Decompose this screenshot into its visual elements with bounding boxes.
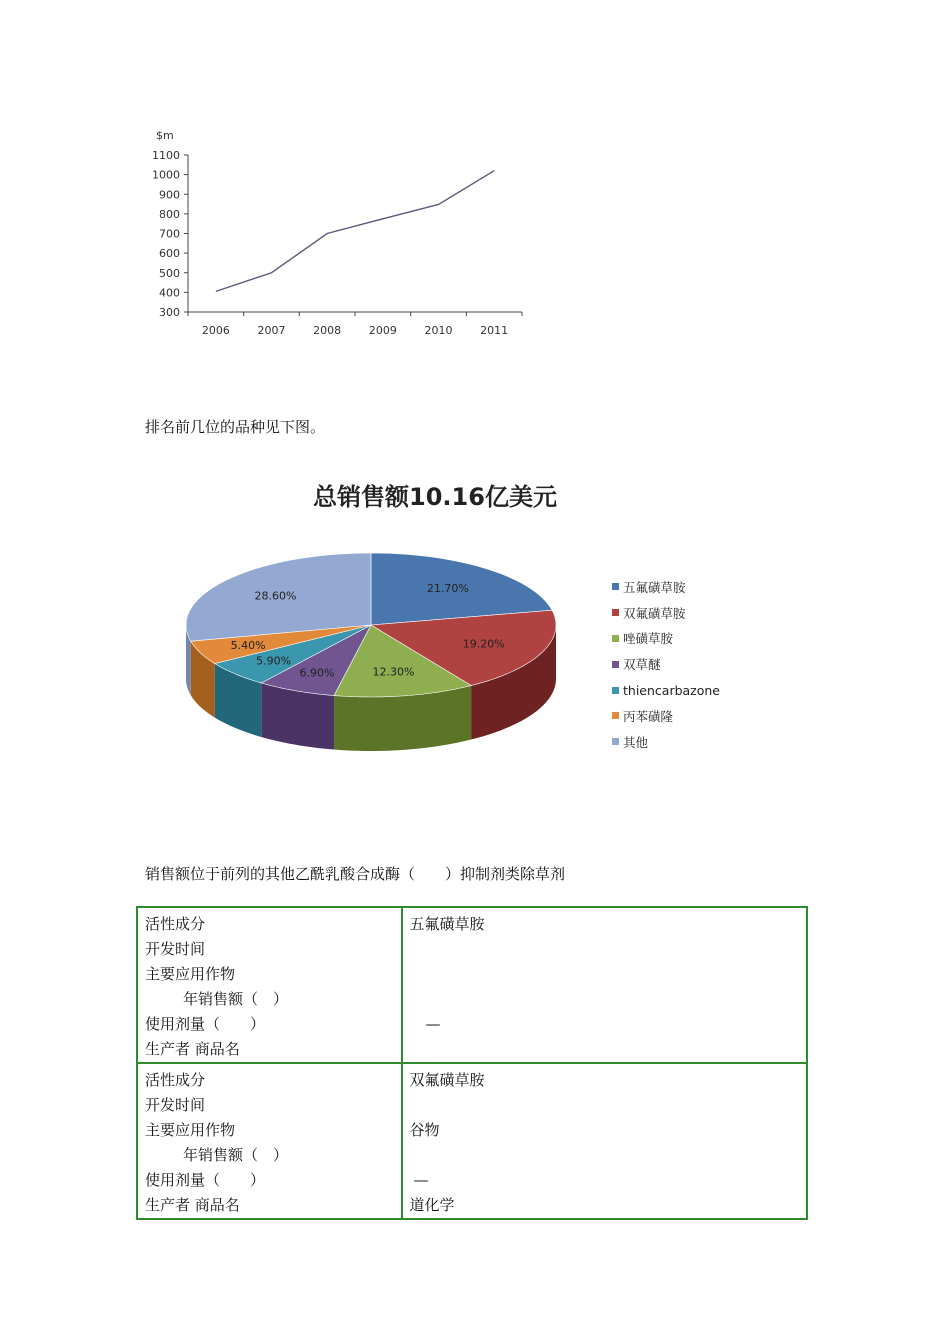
label-annual-sales: 年销售额（ ） [183,990,289,1008]
pie-data-label: 28.60% [254,589,297,603]
y-tick-label: 800 [159,207,180,221]
label-producer-brand: 生产者 商品名 [145,1196,240,1214]
label-main-crops: 主要应用作物 [145,1121,236,1139]
legend-item [612,703,720,729]
legend-swatch [612,712,619,719]
sales-series-line [216,171,494,292]
legend-item [612,677,720,703]
sales-line-chart [140,120,540,350]
table-row [137,907,807,1063]
pie-chart-title: 总销售额10.16亿美元 [313,483,557,511]
x-tick-label: 2011 [480,324,509,337]
value-annual-sales [403,1143,806,1168]
field-values-cell [402,1063,807,1219]
y-tick-label: 400 [159,286,180,300]
value-active-ingredient: 双氟磺草胺 [409,1071,485,1089]
x-tick-label: 2010 [424,324,453,337]
ranking-caption: 排名前几位的品种见下图。 [145,418,326,436]
label-development-time: 开发时间 [145,1096,206,1114]
legend-label: thiencarbazone [623,682,720,698]
value-producer-brand [403,1037,806,1062]
table-row [137,1063,807,1219]
legend-item [612,574,720,600]
legend-swatch [612,635,619,642]
y-axis-unit-label: $m [156,129,174,142]
legend-label: 丙苯磺隆 [623,708,674,724]
y-tick-label: 600 [159,247,180,261]
label-annual-sales: 年销售额（ ） [183,1146,289,1164]
label-development-time: 开发时间 [145,940,206,958]
pie-data-label: 5.40% [230,639,266,652]
label-main-crops: 主要应用作物 [145,965,236,983]
legend-label: 唑磺草胺 [623,631,674,647]
pie-data-label: 6.90% [299,666,335,680]
field-labels-cell [137,907,402,1063]
y-tick-label: 300 [159,306,180,319]
legend-swatch [612,687,619,694]
y-tick-label: 700 [159,227,180,241]
legend-swatch [612,738,619,745]
y-tick-label: 1000 [152,168,180,182]
legend-label: 双草醚 [623,657,661,673]
legend-item [612,626,720,652]
value-producer-brand: 道化学 [409,1196,455,1214]
legend-swatch [612,661,619,668]
legend-swatch [612,583,619,590]
legend-label: 五氟磺草胺 [623,579,686,595]
herbicide-info-table [136,906,808,1220]
legend-label: 其他 [623,734,649,750]
pie-data-label: 5.90% [256,654,292,668]
section-heading: 销售额位于前列的其他乙酰乳酸合成酶（ ）抑制剂类除草剂 [145,865,566,883]
pie-legend [612,574,720,755]
y-tick-label: 1100 [152,149,180,162]
label-dosage: 使用剂量（ ） [145,1015,266,1033]
label-active-ingredient: 活性成分 [145,1071,206,1089]
y-tick-label: 500 [159,266,180,280]
value-main-crops [403,962,806,987]
legend-swatch [612,609,619,616]
label-producer-brand: 生产者 商品名 [145,1040,240,1058]
value-dosage: — [413,1171,429,1189]
pie-data-label: 19.20% [462,637,505,651]
value-main-crops: 谷物 [409,1121,440,1139]
value-development-time [403,937,806,962]
legend-item [612,600,720,626]
sales-share-pie-chart [170,535,580,785]
legend-label: 双氟磺草胺 [623,605,686,621]
value-development-time [403,1093,806,1118]
label-dosage: 使用剂量（ ） [145,1171,266,1189]
legend-item [612,651,720,677]
x-tick-label: 2009 [368,324,397,337]
y-tick-label: 900 [159,188,180,202]
legend-item [612,729,720,755]
field-values-cell [402,907,807,1063]
pie-data-label: 12.30% [372,665,415,679]
field-labels-cell [137,1063,402,1219]
x-tick-label: 2007 [257,324,286,337]
value-active-ingredient: 五氟磺草胺 [409,915,485,933]
value-dosage: — [425,1015,441,1033]
x-tick-label: 2006 [201,324,230,337]
label-active-ingredient: 活性成分 [145,915,206,933]
pie-data-label: 21.70% [426,582,469,596]
x-tick-label: 2008 [313,324,342,337]
value-annual-sales [403,987,806,1012]
